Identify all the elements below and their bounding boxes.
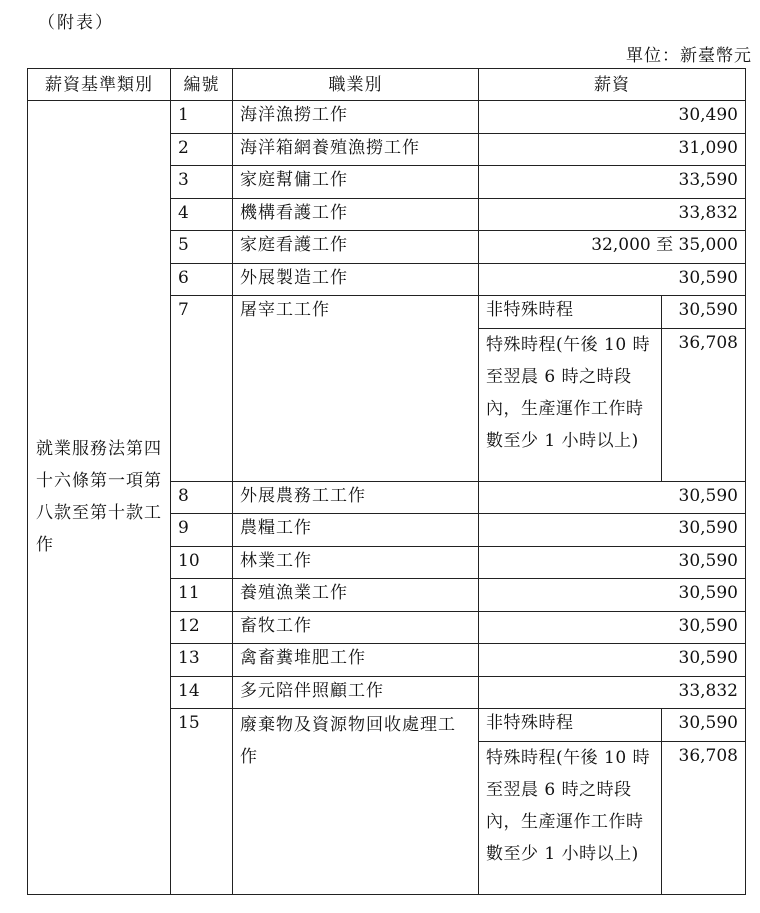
table-row bbox=[28, 101, 746, 134]
schedule-label-cell: 非特殊時程 bbox=[479, 296, 662, 329]
column-header-wage: 薪資 bbox=[479, 69, 746, 101]
occupation-cell: 外展製造工作 bbox=[233, 263, 479, 296]
occupation-cell: 家庭幫傭工作 bbox=[233, 166, 479, 199]
wage-cell: 33,590 bbox=[479, 166, 746, 199]
wage-cell: 30,590 bbox=[479, 546, 746, 579]
occupation-cell: 畜牧工作 bbox=[233, 611, 479, 644]
occupation-cell: 禽畜糞堆肥工作 bbox=[233, 644, 479, 677]
occupation-cell: 屠宰工工作 bbox=[233, 296, 479, 482]
row-number: 5 bbox=[171, 231, 233, 264]
wage-cell: 30,590 bbox=[479, 611, 746, 644]
wage-cell: 31,090 bbox=[479, 133, 746, 166]
row-number: 15 bbox=[171, 709, 233, 895]
row-number: 4 bbox=[171, 198, 233, 231]
occupation-cell: 養殖漁業工作 bbox=[233, 579, 479, 612]
category-cell: 就業服務法第四十六條第一項第八款至第十款工作 bbox=[28, 101, 171, 895]
wage-cell: 30,490 bbox=[479, 101, 746, 134]
wage-cell: 36,708 bbox=[662, 741, 746, 894]
schedule-label-cell: 非特殊時程 bbox=[479, 709, 662, 742]
occupation-cell: 機構看護工作 bbox=[233, 198, 479, 231]
row-number: 9 bbox=[171, 514, 233, 547]
row-number: 2 bbox=[171, 133, 233, 166]
unit-label: 單位：新臺幣元 bbox=[626, 46, 752, 66]
occupation-cell: 農糧工作 bbox=[233, 514, 479, 547]
wage-cell: 36,708 bbox=[662, 328, 746, 481]
occupation-cell: 外展農務工工作 bbox=[233, 481, 479, 514]
row-number: 12 bbox=[171, 611, 233, 644]
wage-cell: 30,590 bbox=[479, 263, 746, 296]
column-header-occupation: 職業別 bbox=[233, 69, 479, 101]
occupation-cell: 廢棄物及資源物回收處理工作 bbox=[233, 709, 479, 895]
wage-cell: 30,590 bbox=[479, 579, 746, 612]
wage-table bbox=[27, 68, 746, 895]
occupation-cell: 家庭看護工作 bbox=[233, 231, 479, 264]
wage-cell: 30,590 bbox=[662, 709, 746, 742]
row-number: 3 bbox=[171, 166, 233, 199]
appendix-label: （附表） bbox=[38, 13, 114, 33]
occupation-cell: 海洋漁撈工作 bbox=[233, 101, 479, 134]
schedule-label-cell: 特殊時程(午後 10 時至翌晨 6 時之時段內，生產運作工作時數至少 1 小時以上) bbox=[479, 741, 662, 894]
wage-cell: 30,590 bbox=[662, 296, 746, 329]
schedule-label-cell: 特殊時程(午後 10 時至翌晨 6 時之時段內，生產運作工作時數至少 1 小時以上) bbox=[479, 328, 662, 481]
row-number: 13 bbox=[171, 644, 233, 677]
wage-cell: 30,590 bbox=[479, 514, 746, 547]
row-number: 10 bbox=[171, 546, 233, 579]
row-number: 14 bbox=[171, 676, 233, 709]
wage-cell: 30,590 bbox=[479, 644, 746, 677]
column-header-number: 編號 bbox=[171, 69, 233, 101]
occupation-cell: 多元陪伴照顧工作 bbox=[233, 676, 479, 709]
row-number: 6 bbox=[171, 263, 233, 296]
occupation-cell: 海洋箱網養殖漁撈工作 bbox=[233, 133, 479, 166]
row-number: 7 bbox=[171, 296, 233, 482]
wage-cell: 30,590 bbox=[479, 481, 746, 514]
table-header-row bbox=[28, 69, 746, 101]
wage-cell: 33,832 bbox=[479, 198, 746, 231]
row-number: 11 bbox=[171, 579, 233, 612]
row-number: 1 bbox=[171, 101, 233, 134]
occupation-cell: 林業工作 bbox=[233, 546, 479, 579]
wage-cell: 32,000 至 35,000 bbox=[479, 231, 746, 264]
row-number: 8 bbox=[171, 481, 233, 514]
column-header-category: 薪資基準類別 bbox=[28, 69, 171, 101]
wage-cell: 33,832 bbox=[479, 676, 746, 709]
